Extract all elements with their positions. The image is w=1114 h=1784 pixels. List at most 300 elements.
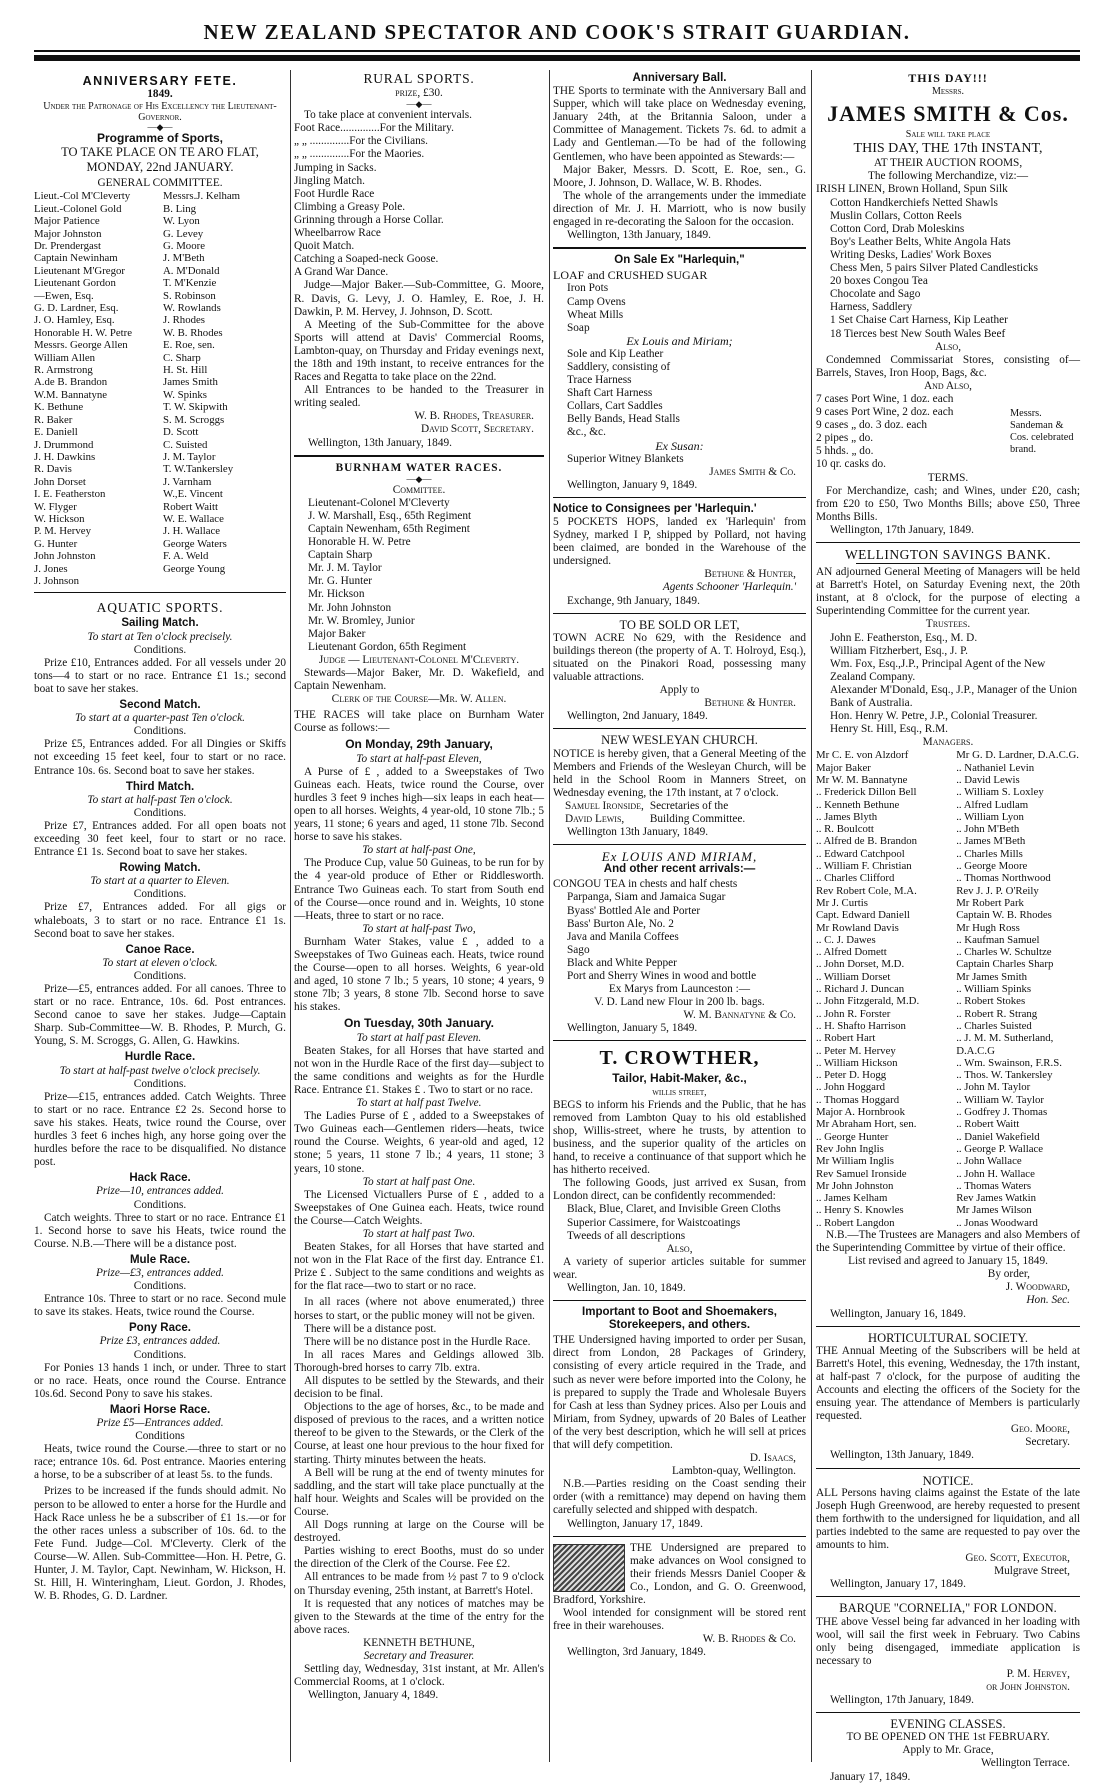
barque-heading: BARQUE "CORNELIA," FOR LONDON.: [839, 1601, 1057, 1616]
date-line: Wellington, January 17, 1849.: [830, 1578, 966, 1591]
date-line: Wellington, January 4, 1849.: [308, 1689, 439, 1702]
game-item: A Grand War Dance.: [294, 266, 389, 279]
divider: [553, 613, 806, 614]
committee-member: A.de B. Brandon: [34, 376, 108, 389]
signature: J. Woodward,: [1005, 1281, 1070, 1294]
game-item: Climbing a Greasy Pole.: [294, 200, 406, 213]
this-day-heading: THIS DAY!!!: [908, 71, 988, 85]
event-name: Pony Race.: [129, 1322, 191, 1335]
manager: .. Alfred Domett: [816, 946, 887, 959]
committee-member: S. Robinson: [163, 289, 216, 302]
trustee: Henry St. Hill, Esq., R.M.: [830, 723, 948, 736]
event-name: Hack Race.: [129, 1172, 191, 1185]
manager: Mr William Inglis: [816, 1155, 894, 1168]
manager: .. George Hunter: [816, 1130, 889, 1143]
event-name: Sailing Match.: [121, 617, 199, 630]
event-conditions: Prize £7, Entrances added. For all gigs or whaleboats, 3 to start or no race. Entrance £1 1s. Second boat to save her stakes.: [34, 901, 286, 940]
foot-race-item: „ „ ..............For the Civilians.: [294, 135, 428, 148]
committee-member: William Allen: [34, 351, 96, 364]
divider: [816, 1596, 1080, 1597]
committee-member: Captain Sharp: [308, 549, 373, 562]
event-time: To start at eleven o'clock.: [102, 956, 218, 969]
committee-member: Lieutenant Gordon, 65th Regiment: [308, 640, 467, 653]
congou-first: CONGOU TEA in chests and half chests: [553, 878, 738, 891]
committee-member: Honorable H. W. Petre: [308, 536, 411, 549]
manager: .. Charles Suisted: [956, 1019, 1032, 1032]
committee-member: Mr. Hickson: [308, 588, 365, 601]
committee-member: Mr. J. M. Taylor: [308, 562, 382, 575]
divider: [553, 1536, 806, 1537]
rural-heading: RURAL SPORTS.: [363, 71, 475, 86]
ornament-divider: —◆—: [147, 122, 173, 133]
wool-bale-image: [553, 1544, 625, 1592]
wine-item: 9 cases Port Wine, 2 doz. each: [816, 406, 954, 419]
event-name: Third Match.: [125, 780, 195, 793]
divider: [34, 592, 286, 593]
merchandize-list: [816, 197, 1080, 341]
sale-items-list: [553, 282, 806, 334]
committee-member: J. H. Wallace: [163, 525, 221, 538]
event-conditions-label: Conditions: [135, 1430, 185, 1443]
committee-member: George Young: [163, 562, 226, 575]
signature: David Lewis,: [565, 812, 625, 825]
event-conditions-label: Conditions.: [133, 725, 187, 738]
manager: .. Charles Clifford: [816, 872, 895, 885]
event-conditions-label: Conditions.: [133, 806, 187, 819]
committee-member: Lieutenant-Colonel M'Cleverty: [308, 496, 450, 509]
committee-member: Major Johnston: [34, 227, 102, 240]
event-conditions: Prize—£15, entrances added. Catch Weights. Three to start or no race. Entrance £2 2s. Second horse to save his stakes. Heats, twice round the Course, over hurdles 3 feet 6 inches high, any horse going over the hurdles before the race to be disqualified. No distance post.: [34, 1090, 286, 1169]
burnham-judge: Judge — Lieutenant-Colonel M'Cleverty.: [318, 653, 520, 666]
committee-member: J. Varnham: [163, 475, 212, 488]
merchandize-item: 1 Set Chaise Cart Harness, Kip Leather: [830, 314, 1008, 327]
programme-heading: Programme of Sports,: [96, 131, 224, 146]
committee-member: W. Lyon: [163, 215, 200, 228]
also-label: Also,: [934, 340, 962, 353]
merchandize-item: Cotton Cord, Drab Moleskins: [830, 222, 965, 235]
manager: Rev J. J. P. O'Reily: [956, 884, 1039, 897]
event-conditions: Catch weights. Three to start or no race. Entrance £1 1. Second horse to save his Heats, twice round the Course. N.B.—There will be a distance post.: [34, 1211, 286, 1250]
manager: .. Kaufman Samuel: [956, 933, 1040, 946]
signature: David Scott, Secretary.: [420, 423, 534, 436]
event-conditions-label: Conditions.: [133, 1348, 187, 1361]
race-conditions: A Purse of £ , added to a Sweepstakes of Two Guineas each. Heats, twice round the Course, over hurdles 3 feet 9 inches high—six leaps in each heat—open to all horses. Weights, 4 year-old, 10 stone 7lb.; 5 years, 11 stone; 6 years and aged, 11 stone 7lb. Second horse to save his stakes.: [294, 765, 544, 844]
race-rule: All disputes to be settled by the Stewards, and their decision to be final.: [294, 1375, 544, 1401]
bank-text: AN adjourned General Meeting of Managers will be held at Barrett's Hotel, on Saturday Evening next, the 20th instant, at 8 o'clock, for the purpose of electing a Superintending Committee for the current year.: [816, 566, 1080, 618]
sale-label: Sale will take place: [905, 129, 991, 141]
game-item: Jumping in Sacks.: [294, 161, 377, 174]
and-also-label: And Also,: [923, 379, 972, 392]
committee-member: W. B. Rhodes: [163, 326, 223, 339]
wool-text-2: Wool intended for consignment will be stored rent free in their warehouses.: [553, 1607, 806, 1633]
committee-member: A. M'Donald: [163, 264, 220, 277]
event-time: Prize—10, entrances added.: [95, 1185, 224, 1198]
committee-member: S. M. Scroggs: [163, 413, 225, 426]
committee-heading: Committee.: [392, 483, 446, 496]
event-conditions-label: Conditions.: [133, 1198, 187, 1211]
manager: .. James Kelham: [816, 1192, 888, 1205]
event-time: To start at a quarter to Eleven.: [90, 875, 230, 888]
date-line: Wellington, 13th January, 1849.: [567, 229, 711, 242]
committee-member: Lieutenant Gordon: [34, 277, 116, 290]
manager: Mr C. E. von Alzdorf: [816, 749, 909, 762]
trustee: Alexander M'Donald, Esq., J.P., Manager of the Union Bank of Australia.: [830, 683, 1078, 710]
sale-item: Sole and Kip Leather: [567, 347, 664, 360]
race-rule: All entrances to be made from ½ past 7 to 9 o'clock on Thursday evening, 25th instant, at Barrett's Hotel.: [294, 1571, 544, 1597]
crowther-also: A variety of superior articles suitable for summer wear.: [553, 1255, 806, 1281]
divider: [856, 563, 1040, 564]
manager: .. J. M. M. Sutherland, D.A.C.G: [956, 1032, 1054, 1057]
committee-member: Major Patience: [34, 215, 100, 228]
manager: .. John M'Beth: [956, 823, 1020, 836]
church-secretaries: Secretaries of the Building Committee.: [649, 799, 746, 825]
boot-nb: N.B.—Parties residing on the Coast sending their order (with a remittance) may depend on having them carefully selected and shipped with despatch.: [553, 1478, 806, 1517]
rural-intro: To take place at convenient intervals.: [304, 109, 472, 122]
event-conditions: For Ponies 13 hands 1 inch, or under. Three to start or no race. Heats, once round the Course. Entrance 10s.6d. Second Pony to save his stakes.: [34, 1361, 286, 1400]
date-line: Wellington, 17th January, 1849.: [830, 523, 974, 536]
fete-title: ANNIVERSARY FETE.: [82, 74, 238, 88]
notice-heading: NOTICE.: [922, 1472, 974, 1488]
race-conditions: The Ladies Purse of £ , added to a Sweepstakes of Two Guineas each—Gentlemen riders—heats, twice round the Course. Weights, 6 year-old and aged, 12 stone; 5 years, 11 stone 7 lb.; 4 years, 11 stone; 3 years, 10 stone.: [294, 1110, 544, 1175]
manager: .. Thomas Northwood: [956, 872, 1051, 885]
sale-item: Tweeds of all descriptions: [567, 1229, 686, 1242]
divider: [816, 1712, 1080, 1713]
rural-prize: prize, £30.: [395, 87, 443, 100]
committee-left-list: [34, 190, 157, 587]
manager: .. Daniel Wakefield: [956, 1130, 1040, 1143]
apply-label: Apply to: [659, 684, 700, 697]
event-name: Canoe Race.: [125, 943, 195, 956]
manager: Mr James Smith: [956, 970, 1027, 983]
ball-stewards: Major Baker, Messrs. D. Scott, E. Roe, sen., G. Moore, J. Johnson, D. Wallace, W. B. Rhodes.: [553, 163, 806, 189]
committee-member: C. Sharp: [163, 351, 201, 364]
rural-meeting: A Meeting of the Sub-Committee for the above Sports will attend at Davis' Commercial Rooms, Lambton-quay, on Thursday and Friday evenings next, the 18th and 19th instant, to receive entrances for the Races and Regatta to take place on the 22nd.: [294, 318, 544, 384]
committee-member: J. M. Taylor: [163, 450, 216, 463]
manager: Mr James Wilson: [956, 1204, 1032, 1217]
committee-member: J. H. Dawkins: [34, 450, 96, 463]
sale-item: Collars, Cart Saddles: [567, 400, 663, 413]
committee-member: K. Bethune: [34, 401, 84, 414]
ex-louis-miriam-heading: Ex LOUIS AND MIRIAM,: [601, 849, 758, 865]
event-time: Prize £3, entrances added.: [99, 1335, 221, 1348]
sale-item: &c., &c.: [567, 426, 606, 439]
ornament-divider: —◆—: [406, 473, 432, 484]
race-rule: In all races (where not above enumerated,) three horses to start, or the public money will not be given.: [294, 1296, 544, 1322]
committee-member: G. D. Lardner, Esq.: [34, 302, 119, 315]
wine-item: 7 cases Port Wine, 1 doz. each: [816, 392, 954, 405]
church-heading: NEW WESLEYAN CHURCH.: [601, 733, 758, 748]
signature: Geo. Moore,: [1010, 1423, 1070, 1436]
manager: Rev John Inglis: [816, 1142, 884, 1155]
race-rule: All Dogs running at large on the Course will be destroyed.: [294, 1519, 544, 1545]
race-time: To start at half past Twelve.: [356, 1097, 482, 1110]
bank-heading: WELLINGTON SAVINGS BANK.: [844, 547, 1052, 562]
manager: .. Charles W. Schultze: [956, 946, 1052, 959]
committee-member: George Waters: [163, 537, 227, 550]
rural-entrances: All Entrances to be handed to the Treasurer in writing sealed.: [294, 384, 544, 410]
sale-item: Camp Ovens: [567, 295, 626, 308]
committee-member: J. Jones: [34, 562, 68, 575]
signature-address: Lambton-quay, Wellington.: [672, 1465, 796, 1478]
race-rule: There will be a distance post.: [304, 1322, 437, 1335]
committee-member: P. M. Hervey: [34, 525, 91, 538]
committee-member: John Dorset: [34, 475, 86, 488]
settling-day: Settling day, Wednesday, 31st instant, at Mr. Allen's Commercial Rooms, at 1 o'clock.: [294, 1663, 544, 1689]
sale-item: Superior Cassimere, for Waistcoatings: [567, 1216, 741, 1229]
committee-member: Captain Newenham, 65th Regiment: [308, 523, 470, 535]
committee-member: J. W. Marshall, Esq., 65th Regiment: [308, 509, 472, 522]
events-list: [34, 617, 286, 1482]
monday-heading: On Monday, 29th January,: [345, 736, 493, 751]
committee-member: J. O. Hamley, Esq.: [34, 314, 115, 327]
signature: D. Isaacs,: [749, 1452, 796, 1465]
committee-member: I. E. Featherston: [34, 488, 106, 501]
committee-member: Dr. Prendergast: [34, 240, 101, 252]
trustee: Hon. Henry W. Petre, J.P., Colonial Treasurer.: [830, 710, 1038, 723]
committee-member: G. Hunter: [34, 537, 78, 550]
ball-text: THE Sports to terminate with the Anniversary Ball and Supper, which will take place on Wednesday evening, January 24th, at the Britannia Saloon, under a Committee of Management. Tickets 7s. 6d. to admit a Lady and Gentleman.—To be had of the following Gentlemen, who have been appointed as Stewards:—: [553, 85, 806, 163]
wine-item: 2 pipes „ do.: [816, 432, 874, 445]
date-line: Wellington, 3rd January, 1849.: [567, 1646, 706, 1659]
sale-rooms: AT THEIR AUCTION ROOMS,: [873, 157, 1023, 170]
manager: Mr W. M. Bannatyne: [816, 774, 908, 786]
event-conditions-label: Conditions.: [133, 1280, 187, 1293]
ex-marys: Ex Marys from Launceston :—: [608, 983, 751, 996]
hort-heading: HORTICULTURAL SOCIETY.: [868, 1330, 1028, 1345]
signature: Bethune & Hunter.: [704, 697, 796, 710]
race-rule: A Bell will be rung at the end of twenty minutes for saddling, and the start will take place punctually at the half hour. Weights and Scales will be provided on the Course.: [294, 1466, 544, 1518]
event-name: Mule Race.: [129, 1253, 191, 1266]
column-rural-sports: [294, 72, 544, 1762]
committee-member: W.,E. Vincent: [163, 488, 223, 501]
signature-title: Hon. Sec.: [1026, 1294, 1070, 1307]
crowther-text: BEGS to inform his Friends and the Public, that he has removed from Lambton Quay to his old established shop, Willis-street, where he trusts, by attention to business, and the superior quality of the articles on hand, to receive a continuance of that support which he has hitherto received.: [553, 1098, 806, 1177]
committee-member: J. Rhodes: [163, 314, 205, 327]
manager: .. James Blyth: [816, 810, 878, 823]
race-rules-list: [294, 1296, 544, 1636]
committee-member: W. Rowlands: [163, 302, 221, 315]
committee-member: W. E. Wallace: [163, 512, 224, 525]
manager: .. Frederick Dillon Bell: [816, 786, 917, 799]
manager: .. Charles Mills: [956, 847, 1023, 860]
manager: .. John Fitzgerald, M.D.: [816, 995, 920, 1008]
event-conditions: Heats, twice round the Course.—three to start or no race; entrance 10s. 6d. Post entrance. Maories entering a horse, to be a subscriber of at least 5s. to the funds.: [34, 1443, 286, 1482]
column-divider: [811, 70, 812, 1762]
committee-member: J. M'Beth: [163, 252, 205, 265]
committee-heading: GENERAL COMMITTEE.: [97, 177, 223, 190]
race-rule: In all races Mares and Geldings allowed 3lb. Thorough-bred horses to carry 7lb. extra.: [294, 1348, 544, 1374]
manager: .. R. Boulcott: [816, 823, 874, 836]
signature: W. M. Bannatyne & Co.: [683, 1009, 796, 1022]
manager: Captain Charles Sharp: [956, 958, 1054, 971]
crowther-goods: The following Goods, just arrived ex Susan, from London direct, can be confidently recommended:: [553, 1177, 806, 1203]
managers-left-list: [816, 749, 952, 1229]
committee-member: W. Flyger: [34, 500, 77, 513]
signature: Bethune & Hunter,: [704, 568, 796, 581]
committee-member: H. St. Hill: [163, 364, 208, 377]
signature-title: Secretary.: [1025, 1436, 1070, 1449]
sale-item: Sago: [567, 943, 590, 956]
wool-text: THE Undersigned are prepared to make advances on Wool consigned to their friends Messrs Daniel Cooper & Co., London, and G. O. Greenwood, Bradford, Yorkshire.: [553, 1541, 806, 1607]
committee-member: E. Roe, sen.: [163, 339, 215, 352]
manager: .. John Dorset, M.D.: [816, 958, 905, 971]
congou-items-list: [553, 891, 806, 983]
sale-heading: On Sale Ex "Harlequin,": [614, 254, 745, 267]
committee-member: Robert Waitt: [163, 500, 219, 513]
race-conditions: The Produce Cup, value 50 Guineas, to be run for by the 4 year-old produce of Ether or Riddlesworth. Entrance Two Guineas each. To start from South end of the Course—once round and in. Weights, 10 stone—Heats, three to start or no race.: [294, 857, 544, 922]
races-intro: THE RACES will take place on Burnham Water Course as follows:—: [294, 709, 544, 735]
manager: .. C. J. Dawes: [816, 933, 876, 946]
recent-arrivals-heading: And other recent arrivals:—: [603, 863, 756, 876]
games-list: [294, 162, 544, 280]
let-text: TOWN ACRE No 629, with the Residence and buildings thereon (the property of A. T. Holroyd, Esq.), situated on the Pinakori Road, possessing many valuable attractions.: [553, 631, 806, 684]
rural-judge: Judge—Major Baker.—Sub-Committee, G. Moore, R. Davis, G. Levy, J. O. Hamley, E. Roe, J. H. Dawkin, P. M. Hervey, J. Johnson, D. Scott.: [294, 279, 544, 318]
manager: .. H. Shafto Harrison: [816, 1019, 906, 1032]
signature-title: Agents Schooner 'Harlequin.': [662, 581, 796, 594]
column-advertisements: [553, 72, 806, 1762]
game-item: Quoit Match.: [294, 240, 355, 253]
event-conditions: Prize £10, Entrances added. For all vessels under 20 tons—4 to start or no race. Entrance £1 1s.; second boat to save her stakes.: [34, 656, 286, 695]
race-conditions: Beaten Stakes, for all Horses that have started and not won in the Hurdle Race of the first day—subject to the same conditions and weights as for the Hurdle Race. Entrance £1. Stakes £ . Two to start or no race.: [294, 1044, 544, 1096]
barque-text: THE above Vessel being far advanced in her loading with wool, will sail the first week in February. Two Cabins only being disengaged, immediate application is necessary to: [816, 1615, 1080, 1667]
ex-susan-heading: Ex Susan:: [655, 438, 704, 453]
manager: .. Robert Langdon: [816, 1216, 895, 1229]
race-time: To start at half past One.: [362, 1175, 476, 1188]
race-time: To start at half past Two.: [362, 1227, 476, 1240]
committee-member: D. Scott: [163, 426, 199, 439]
crowther-subheading: Tailor, Habit-Maker, &c.,: [612, 1071, 747, 1086]
manager: Major Baker: [816, 761, 871, 774]
manager: .. John Hoggard: [816, 1081, 885, 1094]
crowther-heading: T. CROWTHER,: [599, 1047, 760, 1070]
divider: [553, 844, 806, 845]
race-time: To start at half-past One,: [362, 844, 476, 857]
manager: .. William S. Loxley: [956, 786, 1044, 799]
merchandize-item: Harness, Saddlery: [830, 301, 913, 314]
race-rule: Parties wishing to erect Booths, must do so under the direction of the Clerk of the Course. Fee £2.: [294, 1545, 544, 1571]
event-conditions: Prize £7, Entrances added. For all open boats not exceeding 30 feet keel, four to start or no race. Entrance £1 1s. Second boat to save her stakes.: [34, 819, 286, 859]
signature: Geo. Scott, Executor,: [965, 1552, 1070, 1565]
race-time: To start at half-past Two,: [362, 922, 476, 935]
manager: .. Robert Waitt: [956, 1118, 1020, 1131]
merchandize-item: 20 boxes Congou Tea: [830, 275, 928, 288]
committee-member: Mr. W. Bromley, Junior: [308, 614, 415, 627]
manager: .. Alfred de B. Brandon: [816, 835, 918, 848]
foot-race-item: „ „ ..............For the Maories.: [294, 148, 425, 161]
manager: .. William Spinks: [956, 983, 1032, 996]
let-heading: TO BE SOLD OR LET,: [619, 617, 740, 632]
race-rule: It is requested that any notices of matches may be given to the Stewards at the time of the entry for the above races.: [294, 1597, 544, 1636]
manager: .. Thos. W. Tankersley: [956, 1069, 1053, 1082]
game-item: Foot Hurdle Race: [294, 187, 375, 200]
divider: [553, 247, 806, 249]
manager: Mr John Johnston: [816, 1179, 894, 1192]
committee-member: J. Johnson: [34, 574, 79, 587]
manager: Mr G. D. Lardner, D.A.C.G.: [956, 749, 1079, 762]
crowther-items-list: [553, 1203, 806, 1242]
manager: .. James M'Beth: [956, 835, 1026, 848]
committee-member: Mr. G. Hunter: [308, 575, 373, 588]
merchandize-item: Boy's Leather Belts, White Angola Hats: [830, 235, 1011, 248]
signature-address: Mulgrave Street,: [994, 1565, 1070, 1578]
divider: [553, 1040, 806, 1041]
committee-member: Honorable H. W. Petre: [34, 326, 133, 339]
divider: [553, 728, 806, 729]
patronage: Under the Patronage of His Excellency the Lieutenant-Governor.: [43, 101, 277, 124]
manager: Capt. Edward Daniell: [816, 909, 910, 922]
committee-member: T. W.Tankersley: [163, 463, 234, 476]
manager: .. Peter M. Hervey: [816, 1044, 896, 1057]
sale-item: Shaft Cart Harness: [567, 387, 653, 400]
manager: .. John Wallace: [956, 1155, 1022, 1168]
managers-right-list: [956, 749, 1080, 1229]
manager: .. Robert R. Strang: [956, 1007, 1038, 1020]
wine-brand: Messrs. Sandeman & Cos. celebrated brand.: [1010, 408, 1074, 456]
louis-items-list: [553, 348, 806, 440]
evening-text: TO BE OPENED ON THE 1st FEBRUARY.: [846, 1731, 1050, 1744]
game-item: Wheelbarrow Race: [294, 227, 381, 240]
event-time: To start at a quarter-past Ten o'clock.: [75, 712, 245, 725]
sale-item: Java and Manila Coffees: [567, 930, 679, 943]
race-time: To start at half past Eleven.: [356, 1031, 482, 1044]
terms-text: For Merchandize, cash; and Wines, under £20, cash; from £20 to £50, Two Months Bills; above £50, Three Months Bills.: [816, 484, 1080, 523]
event-conditions: Entrance 10s. Three to start or no race. Second mule to save its stakes. Heats, twice round the Course.: [34, 1293, 286, 1319]
manager: .. John R. Forster: [816, 1007, 891, 1020]
evening-heading: EVENING CLASSES.: [890, 1717, 1006, 1732]
merchandize-item: Chess Men, 5 pairs Silver Plated Candlesticks: [830, 262, 1039, 275]
masthead-thick-rule: [34, 55, 1080, 61]
foot-race-list: [294, 122, 544, 161]
following-merchandize: The following Merchandize, viz:—: [868, 170, 1028, 183]
manager: Rev Robert Cole, M.A.: [816, 884, 917, 897]
signature: W. B. Rhodes, Treasurer.: [414, 410, 534, 423]
bank-nb: N.B.—The Trustees are Managers and also Members of the Superintending Committee by virtue of their office.: [816, 1228, 1080, 1255]
committee-right-list: [163, 190, 286, 587]
committee-member: C. Suisted: [163, 438, 208, 451]
bank-list-revised: List revised and agreed to January 15, 1849.: [848, 1255, 1048, 1268]
tuesday-heading: On Tuesday, 30th January.: [343, 1016, 495, 1031]
foot-race-item: Foot Race..............For the Military.: [294, 122, 454, 135]
game-item: Catching a Soaped-neck Goose.: [294, 253, 439, 266]
committee-member: B. Ling: [163, 202, 196, 215]
manager: .. Richard J. Duncan: [816, 983, 905, 996]
manager: .. Alfred Ludlam: [956, 798, 1029, 811]
date-line: Wellington, 13th January, 1849.: [830, 1449, 974, 1462]
manager: Rev James Watkin: [956, 1192, 1037, 1205]
event-name: Second Match.: [119, 699, 201, 712]
signature: P. M. Hervey,: [1006, 1667, 1070, 1680]
burnham-clerk: Clerk of the Course—Mr. W. Allen.: [331, 693, 507, 706]
sale-item: Wheat Mills: [567, 308, 624, 321]
also-label: Also,: [666, 1242, 693, 1255]
event-time: To start at half-past Ten o'clock.: [87, 793, 233, 806]
column-divider: [549, 70, 550, 1762]
event-conditions: Prize—£5, entrances added. For all canoes. Three to start or no race. Entrance, 10s. 6d. Post entrances. Second canoe to save her stakes. Judge—Captain Sharp. Sub-Committee—W. B. Rhodes, P. Murch, G. Young, S. M. Scroggs, G. Allen, G. Hawkins.: [34, 983, 286, 1048]
event-time: To start at half-past twelve o'clock precisely.: [59, 1064, 261, 1077]
manager: .. John M. Taylor: [956, 1081, 1031, 1094]
date-line: Wellington 13th January, 1849.: [567, 826, 709, 839]
wine-item: 5 hhds. „ do.: [816, 445, 874, 458]
trustees-heading: Trustees.: [925, 618, 971, 631]
race-conditions: The Licensed Victuallers Purse of £ , added to a Sweepstakes of One Guinea each. Heats, twice round the Course—Catch Weights.: [294, 1188, 544, 1227]
committee-member: Lieut.-Colonel Gold: [34, 202, 122, 215]
race-rule: There will be no distance post in the Hurdle Race.: [304, 1335, 531, 1348]
merchandize-item: 18 Tierces best New South Wales Beef: [830, 327, 1006, 340]
sale-item: Iron Pots: [567, 282, 609, 295]
merchandize-item: Writing Desks, Ladies' Work Boxes: [830, 248, 992, 261]
aquatic-heading: AQUATIC SPORTS.: [96, 600, 224, 616]
sale-item: Black, Blue, Claret, and Invisible Green Cloths: [567, 1203, 781, 1216]
